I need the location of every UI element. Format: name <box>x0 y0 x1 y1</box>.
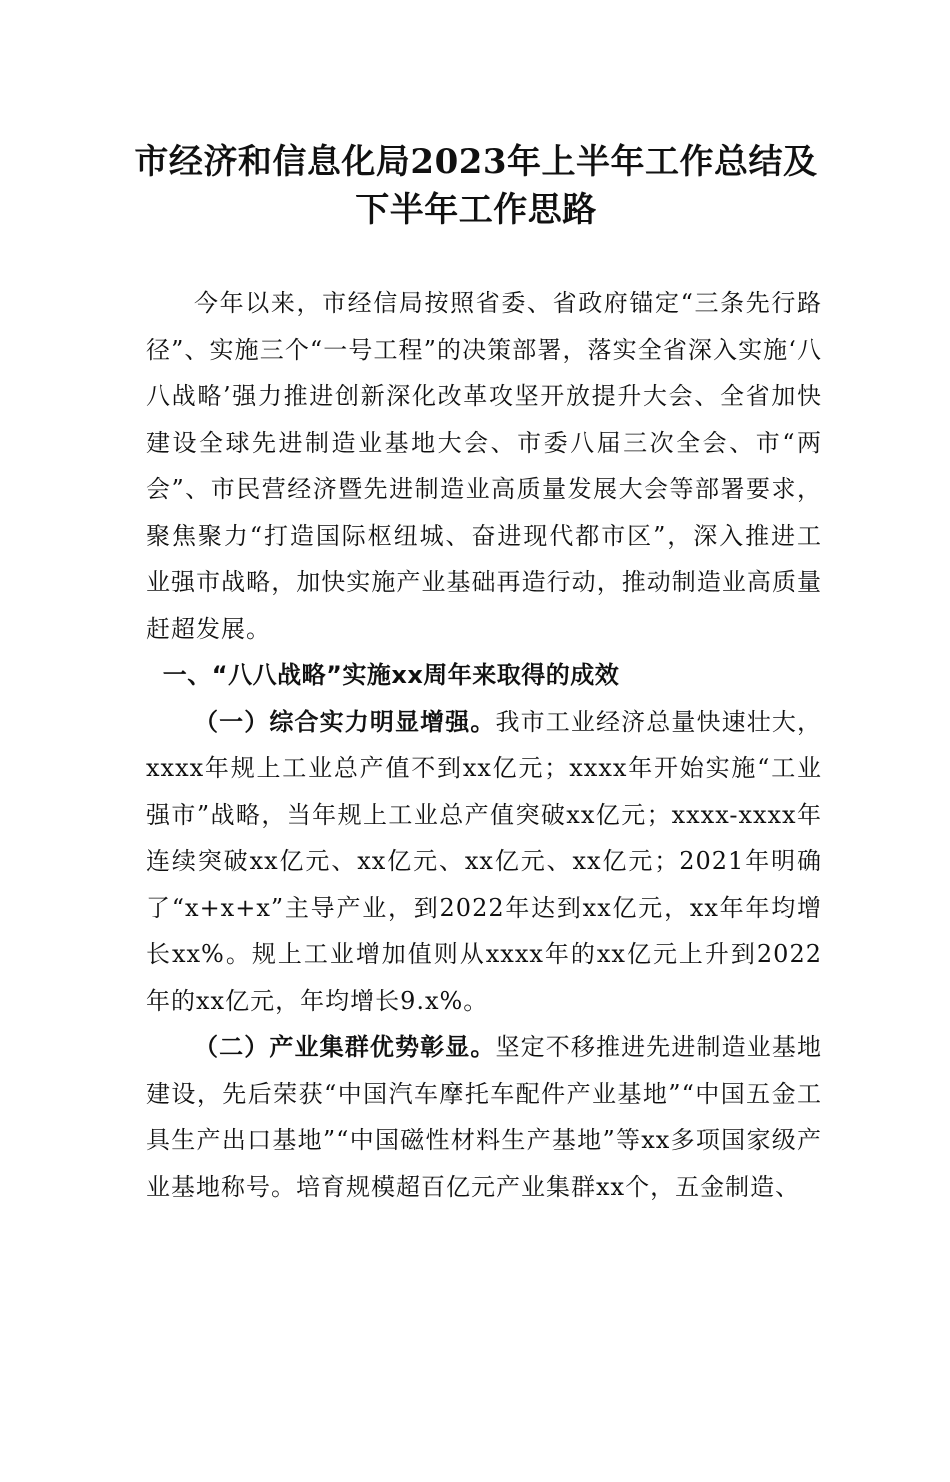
subsection-paragraph-2 <box>146 1024 822 1210</box>
subsection-text-1: 我市工业经济总量快速壮大，xxxx年规上工业总产值不到xx亿元；xxxx年开始实施“工业强市”战略，当年规上工业总产值突破xx亿元；xxxx-xxxx年连续突破xx亿元、xx亿元、xx亿元、xx亿元；2021年明确了“x+x+x”主导产业，到2022年达到xx亿元，xx年年均增长xx%。规上工业增加值则从xxxx年的xx亿元上升到2022年的xx亿元，年均增长9.x%。 <box>146 707 822 1015</box>
subsection-text-2: 坚定不移推进先进制造业基地建设，先后荣获“中国汽车摩托车配件产业基地”“中国五金工具生产出口基地”“中国磁性材料生产基地”等xx多项国家级产业基地称号。培育规模超百亿元产业集群xx个，五金制造、 <box>146 1033 822 1201</box>
subsection-label-2: （二）产业集群优势彰显。 <box>194 1033 496 1061</box>
title-line-2: 下半年工作思路 <box>355 190 597 230</box>
intro-paragraph: 今年以来，市经信局按照省委、省政府锚定“三条先行路径”、实施三个“一号工程”的决策部署，落实全省深入实施‘八八战略’强力推进创新深化改革攻坚开放提升大会、全省加快建设全球先进制造业基地大会、市委八届三次全会、市“两会”、市民营经济暨先进制造业高质量发展大会等部署要求，聚焦聚力“打造国际枢纽城、奋进现代都市区”，深入推进工业强市战略，加快实施产业基础再造行动，推动制造业高质量赶超发展。 <box>146 289 822 643</box>
document-title <box>132 138 820 234</box>
subsection-label-1: （一）综合实力明显增强。 <box>194 707 496 736</box>
document-page <box>0 138 950 1482</box>
title-line-1: 市经济和信息化局2023年上半年工作总结及 <box>134 142 818 182</box>
section-heading-1: 一、“八八战略”实施xx周年来取得的成效 <box>162 661 620 689</box>
document-body <box>146 280 822 1210</box>
subsection-paragraph-1 <box>146 699 822 1025</box>
